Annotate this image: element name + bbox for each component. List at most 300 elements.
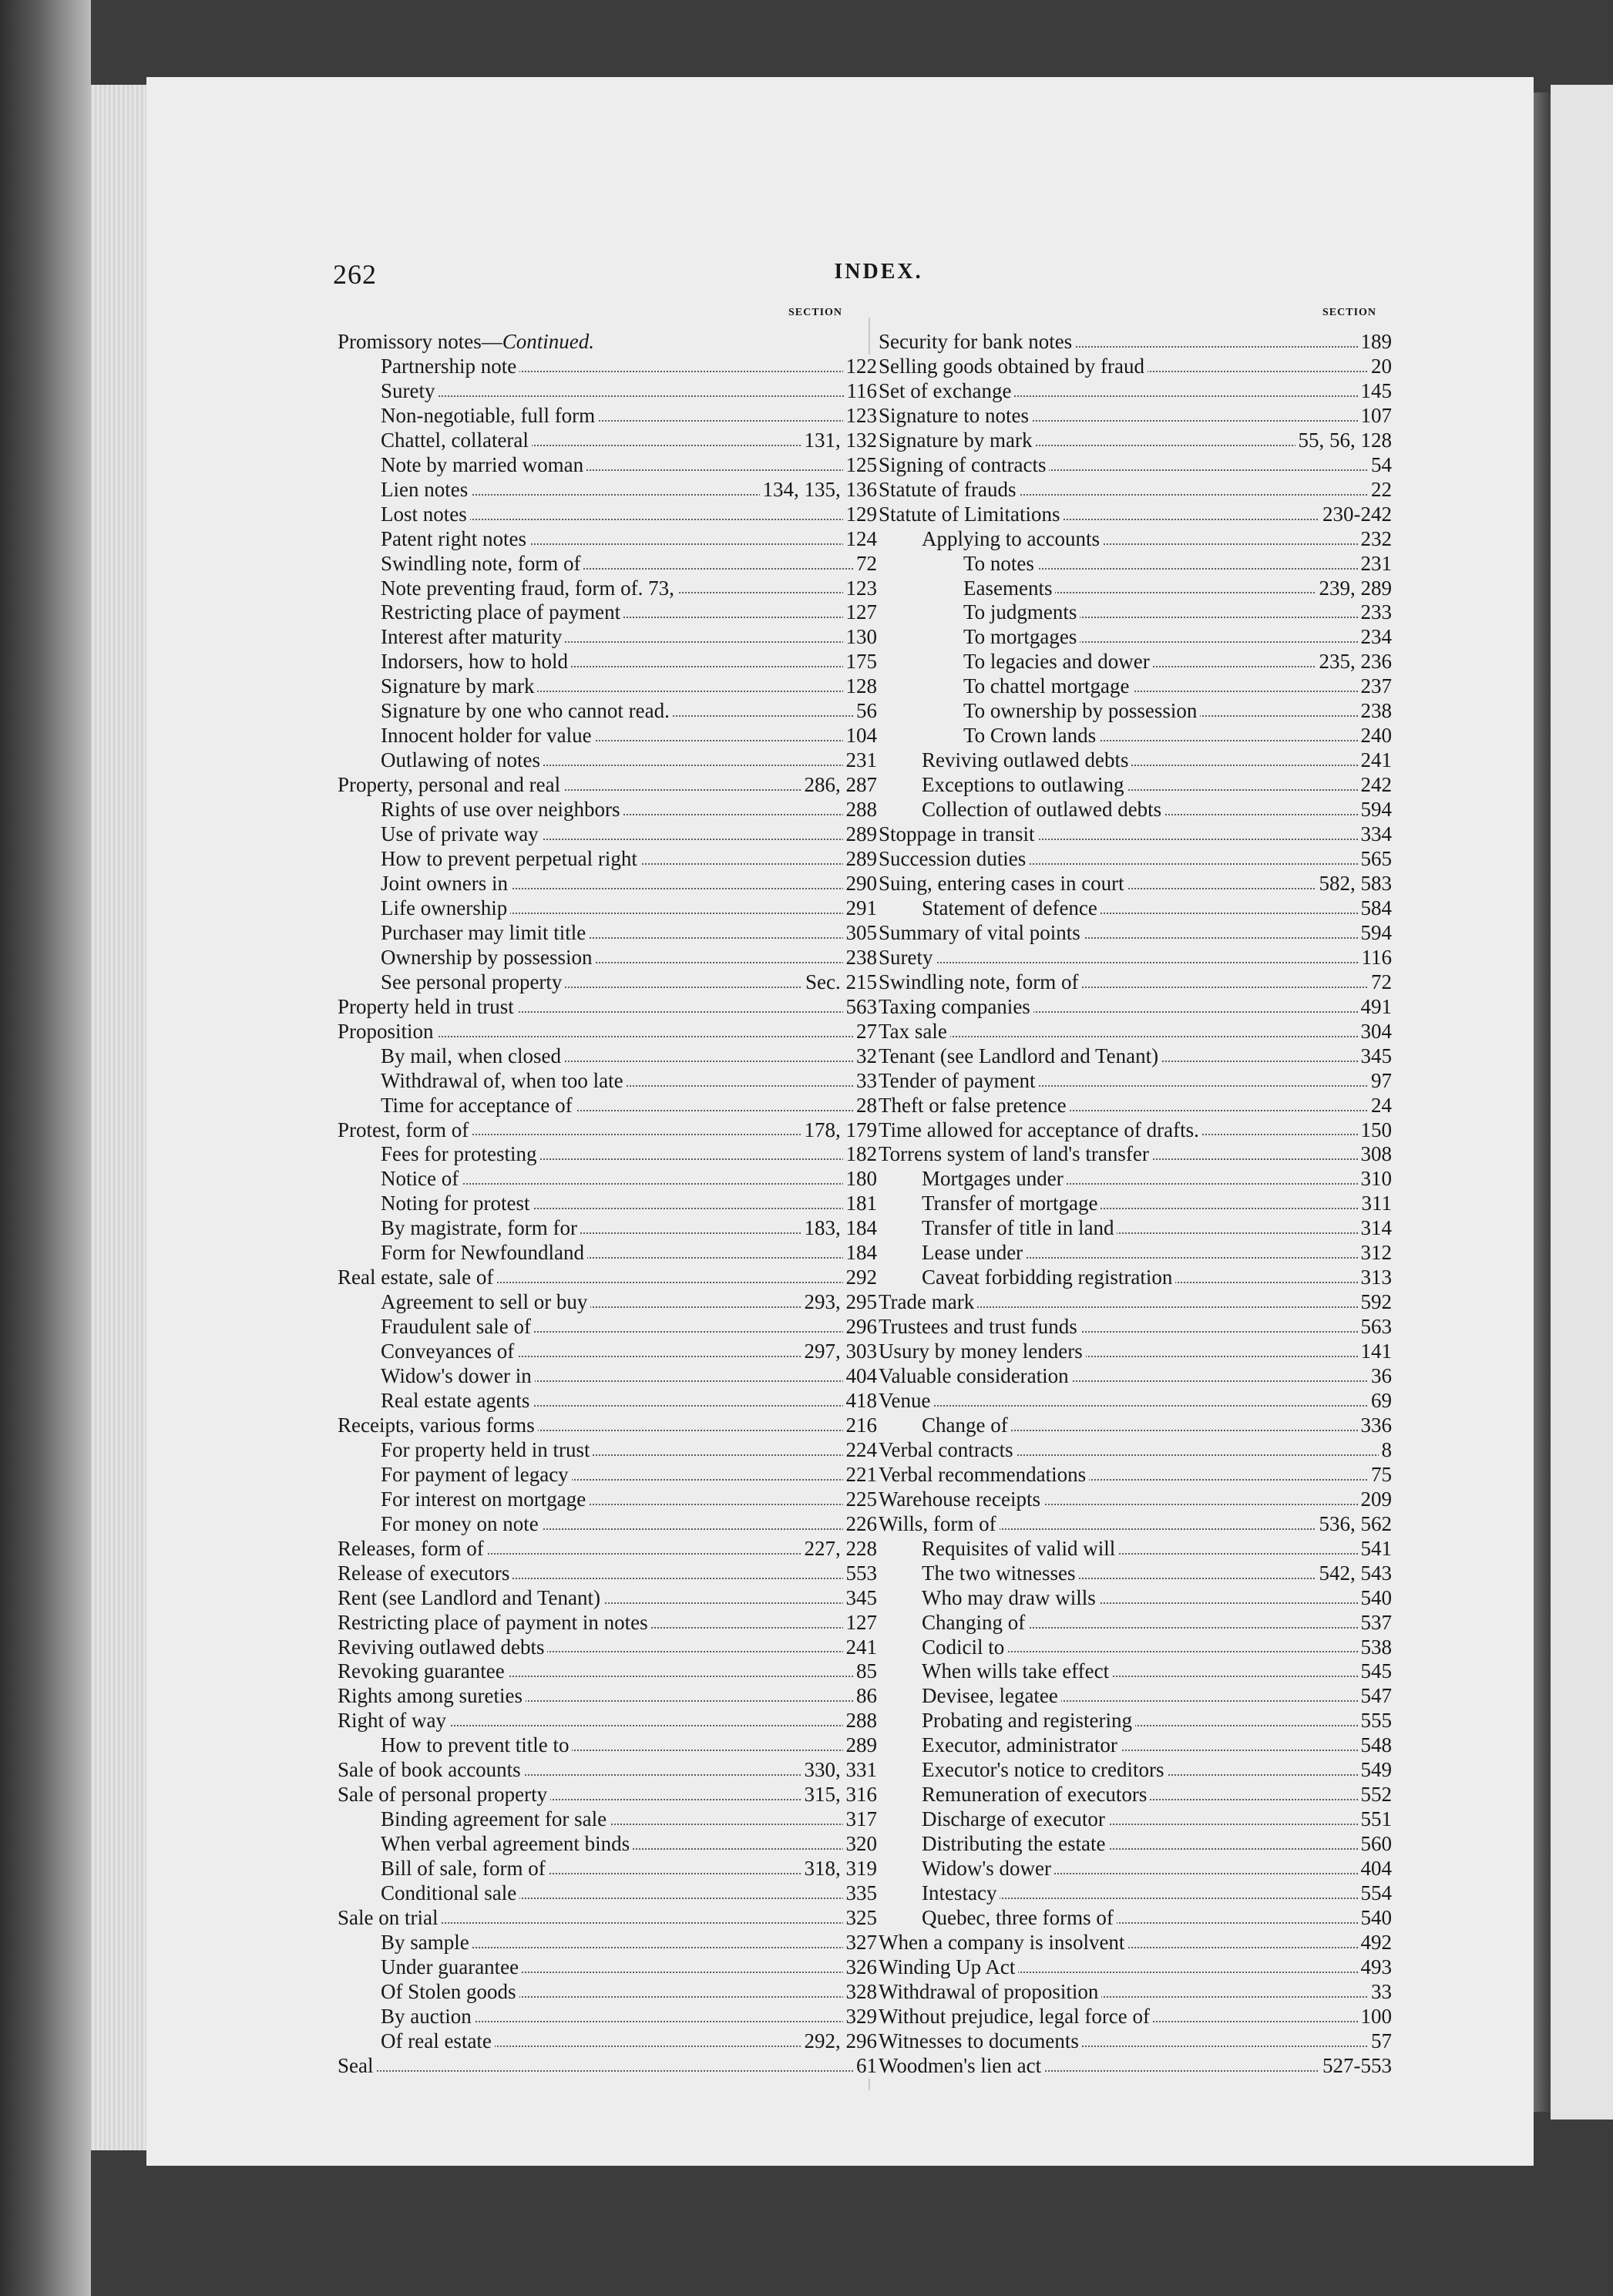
index-entry-label: Of real estate xyxy=(338,2029,495,2052)
index-entry-label: Trade mark xyxy=(879,1290,977,1313)
index-entry-label: Collection of outlawed debts xyxy=(879,798,1164,821)
index-entry-section: 327 xyxy=(843,1931,878,1955)
index-entry-label: Conveyances of xyxy=(338,1340,517,1363)
index-entry xyxy=(879,1709,1392,1733)
index-entry xyxy=(879,699,1392,724)
index-entry-section: 242 xyxy=(1358,773,1393,798)
index-entry-label: To Crown lands xyxy=(879,724,1099,747)
index-entry-label: Verbal recommendations xyxy=(879,1463,1089,1486)
index-entry-section: 238 xyxy=(843,946,878,970)
book-gutter-right xyxy=(1534,92,1551,2112)
index-entry-label: Swindling note, form of xyxy=(879,970,1081,993)
index-entry-section: 86 xyxy=(853,1684,877,1709)
index-entry-section: 72 xyxy=(1368,970,1392,995)
index-entry xyxy=(338,429,877,453)
index-entry-label: Time for acceptance of xyxy=(338,1094,576,1117)
index-entry-label: Innocent holder for value xyxy=(338,724,595,747)
index-entry-label: Tenant (see Landlord and Tenant) xyxy=(879,1044,1161,1067)
index-entry xyxy=(879,1315,1392,1340)
index-entry-section: 553 xyxy=(843,1561,878,1586)
index-entry-label: Usury by money lenders xyxy=(879,1340,1086,1363)
index-entry-section: 297, 303 xyxy=(801,1340,878,1364)
index-entry-label: Statement of defence xyxy=(879,896,1101,919)
index-entry xyxy=(338,1044,877,1069)
index-entry xyxy=(879,921,1392,946)
index-entry-section: 320 xyxy=(843,1832,878,1857)
index-entry-section: 308 xyxy=(1358,1142,1393,1167)
index-entry-section: 325 xyxy=(843,1906,878,1931)
index-entry xyxy=(338,896,877,921)
index-entry-section: 241 xyxy=(1358,748,1393,773)
index-entry-label: Lease under xyxy=(879,1241,1026,1264)
index-entry-label: Fraudulent sale of xyxy=(338,1315,534,1338)
index-entry-section: 125 xyxy=(843,453,878,478)
index-entry-label: Executor's notice to creditors xyxy=(879,1758,1168,1781)
index-entry-section: 178, 179 xyxy=(801,1118,878,1143)
index-entry-section: 304 xyxy=(1358,1020,1393,1044)
index-entry-label: Notice of xyxy=(338,1167,462,1190)
index-entry-section: 549 xyxy=(1358,1758,1393,1783)
index-entry-section: 55, 56, 128 xyxy=(1295,429,1393,453)
index-entry xyxy=(338,847,877,872)
index-entry-section: 592 xyxy=(1358,1290,1393,1315)
dot-leader xyxy=(879,1036,1392,1037)
index-entry-section: 127 xyxy=(843,1611,878,1635)
index-entry-label: Lost notes xyxy=(338,503,470,526)
index-entry xyxy=(879,1537,1392,1561)
index-entry-label: Verbal contracts xyxy=(879,1438,1017,1461)
index-entry-section: 216 xyxy=(843,1414,878,1438)
index-entry-label: To chattel mortgage xyxy=(879,674,1133,698)
index-entry-label: Interest after maturity xyxy=(338,625,565,648)
index-entry-label: When verbal agreement binds xyxy=(338,1832,633,1855)
index-entry xyxy=(879,1807,1392,1832)
index-entry-section: 69 xyxy=(1368,1389,1392,1414)
index-entry-label: Use of private way xyxy=(338,822,542,845)
dot-leader xyxy=(879,962,1392,963)
index-entry-label: Note by married woman xyxy=(338,453,586,476)
index-entry-section: 563 xyxy=(1358,1315,1393,1340)
index-entry-label: The two witnesses xyxy=(879,1561,1078,1585)
index-entry-section: 28 xyxy=(853,1094,877,1118)
index-entry-section: 548 xyxy=(1358,1733,1393,1758)
index-entry-section: 345 xyxy=(843,1586,878,1611)
index-entry-section: 107 xyxy=(1358,404,1393,429)
index-entry-label: Theft or false pretence xyxy=(879,1094,1070,1117)
index-entry xyxy=(338,1832,877,1857)
index-entry-label: Widow's dower in xyxy=(338,1364,535,1387)
index-entry-section: 292, 296 xyxy=(801,2029,878,2054)
index-entry xyxy=(338,1709,877,1733)
index-entry-section: 584 xyxy=(1358,896,1393,921)
index-entry xyxy=(338,798,877,822)
index-entry-section: 345 xyxy=(1358,1044,1393,1069)
index-entry xyxy=(879,453,1392,478)
index-entry-label: Real estate, sale of xyxy=(338,1266,496,1289)
index-entry-label: Receipts, various forms xyxy=(338,1414,538,1437)
index-entry-section: 226 xyxy=(843,1512,878,1537)
index-entry-section: 181 xyxy=(843,1192,878,1216)
index-entry-section: 27 xyxy=(853,1020,877,1044)
index-entry xyxy=(338,1216,877,1241)
index-entry-label: Restricting place of payment xyxy=(338,600,623,624)
index-entry xyxy=(879,1241,1392,1266)
index-entry xyxy=(879,1857,1392,1881)
index-entry-section: 527-553 xyxy=(1319,2054,1392,2079)
index-entry xyxy=(338,1118,877,1143)
index-entry xyxy=(879,1906,1392,1931)
index-entry-label: Tender of payment xyxy=(879,1069,1039,1092)
index-entry-section: 130 xyxy=(843,625,878,650)
index-entry xyxy=(338,1290,877,1315)
index-entry-section: 538 xyxy=(1358,1635,1393,1660)
index-entry xyxy=(338,1364,877,1389)
index-entry-section: 552 xyxy=(1358,1783,1393,1807)
index-entry-label: Who may draw wills xyxy=(879,1586,1099,1609)
index-entry-label: Rent (see Landlord and Tenant) xyxy=(338,1586,603,1609)
index-entry xyxy=(338,748,877,773)
index-entry-label: Chattel, collateral xyxy=(338,429,532,452)
index-entry-label: Statute of frauds xyxy=(879,478,1019,501)
index-entry xyxy=(879,1290,1392,1315)
index-entry xyxy=(879,577,1392,601)
index-entry-section: 116 xyxy=(1359,946,1393,970)
index-entry xyxy=(338,1266,877,1290)
index-entry-label: Rights of use over neighbors xyxy=(338,798,623,821)
index-entry-section: 209 xyxy=(1358,1488,1393,1512)
dot-leader xyxy=(338,2070,877,2072)
index-entry xyxy=(338,1340,877,1364)
index-entry-section: 326 xyxy=(843,1955,878,1980)
index-entry-section: 221 xyxy=(843,1463,878,1488)
index-entry-label: Form for Newfoundland xyxy=(338,1241,587,1264)
index-entry xyxy=(338,1512,877,1537)
index-entry xyxy=(338,404,877,429)
index-column-left xyxy=(338,330,877,2079)
index-entry-section: 315, 316 xyxy=(801,1783,878,1807)
index-entry xyxy=(879,1783,1392,1807)
index-entry xyxy=(879,1094,1392,1118)
index-entry xyxy=(338,946,877,970)
index-entry-label: Requisites of valid will xyxy=(879,1537,1118,1560)
index-entry-section: 123 xyxy=(843,577,878,601)
index-entry-section: 32 xyxy=(853,1044,877,1069)
index-entry-section: 141 xyxy=(1358,1340,1393,1364)
index-entry-label: Fees for protesting xyxy=(338,1142,539,1165)
index-entry xyxy=(338,625,877,650)
index-entry-label: Noting for protest xyxy=(338,1192,533,1215)
index-entry xyxy=(338,1635,877,1660)
index-entry xyxy=(879,552,1392,577)
index-entry-label: Probating and registering xyxy=(879,1709,1135,1732)
index-entry xyxy=(338,1167,877,1192)
index-entry-section: 150 xyxy=(1358,1118,1393,1143)
index-entry-label: To mortgages xyxy=(879,625,1080,648)
index-entry xyxy=(879,847,1392,872)
index-entry-section: 234 xyxy=(1358,625,1393,650)
page-title: INDEX. xyxy=(834,260,923,284)
index-entry-label: Property, personal and real xyxy=(338,773,563,796)
index-entry-section: 231 xyxy=(1358,552,1393,577)
index-entry-label: Purchaser may limit title xyxy=(338,921,589,944)
index-entry-section: 183, 184 xyxy=(801,1216,878,1241)
index-entry-label: To judgments xyxy=(879,600,1080,624)
index-entry-section: 237 xyxy=(1358,674,1393,699)
index-entry-section: 97 xyxy=(1368,1069,1392,1094)
index-entry-label: Surety xyxy=(338,379,439,402)
index-entry xyxy=(879,404,1392,429)
index-entry xyxy=(879,1512,1392,1537)
index-entry xyxy=(338,1142,877,1167)
index-entry xyxy=(879,1044,1392,1069)
index-entry-section: 537 xyxy=(1358,1611,1393,1635)
index-entry xyxy=(879,330,1392,355)
index-entry-section: 594 xyxy=(1358,798,1393,822)
index-entry-label: Of Stolen goods xyxy=(338,1980,519,2003)
index-entry-section: 57 xyxy=(1368,2029,1392,2054)
index-entry-label: When a company is insolvent xyxy=(879,1931,1127,1954)
index-entry-section: 180 xyxy=(843,1167,878,1192)
index-entry xyxy=(879,1758,1392,1783)
index-entry xyxy=(338,1659,877,1684)
index-entry-section: 491 xyxy=(1358,995,1393,1020)
index-entry xyxy=(338,921,877,946)
index-entry xyxy=(879,1142,1392,1167)
index-entry xyxy=(338,552,877,577)
index-entry-label: Signing of contracts xyxy=(879,453,1049,476)
index-entry-section: 36 xyxy=(1368,1364,1392,1389)
section-heading-right: SECTION xyxy=(1322,307,1377,318)
index-entry xyxy=(879,748,1392,773)
index-entry-section: 288 xyxy=(843,798,878,822)
index-entry-label: Restricting place of payment in notes xyxy=(338,1611,651,1634)
index-entry-label: To ownership by possession xyxy=(879,699,1200,722)
index-entry-label: Patent right notes xyxy=(338,527,529,550)
index-entry xyxy=(879,1118,1392,1143)
index-entry-section: 555 xyxy=(1358,1709,1393,1733)
index-entry xyxy=(338,503,877,527)
index-entry-label: See personal property xyxy=(338,970,565,993)
index-entry-label: Tax sale xyxy=(879,1020,950,1043)
index-entry-section: 565 xyxy=(1358,847,1393,872)
index-entry-section: 122 xyxy=(843,355,878,379)
index-entry xyxy=(338,724,877,748)
index-entry xyxy=(338,1561,877,1586)
index-entry-label: Revoking guarantee xyxy=(338,1659,508,1683)
index-entry-section: 540 xyxy=(1358,1586,1393,1611)
index-entry-section: 85 xyxy=(853,1659,877,1684)
page-edges xyxy=(91,85,153,2150)
index-entry xyxy=(338,1758,877,1783)
index-entry xyxy=(879,896,1392,921)
index-entry xyxy=(338,2005,877,2029)
index-entry-section: 116 xyxy=(844,379,878,404)
index-entry-section: 293, 295 xyxy=(801,1290,878,1315)
index-entry-label: Transfer of title in land xyxy=(879,1216,1117,1239)
index-entry-label: Woodmen's lien act xyxy=(879,2054,1044,2077)
index-entry xyxy=(879,527,1392,552)
index-entry-section: 492 xyxy=(1358,1931,1393,1955)
index-entry xyxy=(338,1955,877,1980)
index-entry xyxy=(338,1094,877,1118)
index-entry xyxy=(879,1192,1392,1216)
index-entry-label: Signature to notes xyxy=(879,404,1032,427)
index-entry xyxy=(879,822,1392,847)
index-entry xyxy=(338,1389,877,1414)
index-entry xyxy=(879,798,1392,822)
index-entry-section: 328 xyxy=(843,1980,878,2005)
index-entry-label: Swindling note, form of xyxy=(338,552,583,575)
index-entry-label: Torrens system of land's transfer xyxy=(879,1142,1152,1165)
index-entry-section: 123 xyxy=(843,404,878,429)
index-entry xyxy=(879,1586,1392,1611)
index-entry-label: Trustees and trust funds xyxy=(879,1315,1080,1338)
index-entry-label: Joint owners in xyxy=(338,872,511,895)
index-entry-section: 305 xyxy=(843,921,878,946)
index-entry-section: 189 xyxy=(1358,330,1393,355)
index-entry xyxy=(338,330,877,355)
index-entry xyxy=(879,1364,1392,1389)
section-heading-left: SECTION xyxy=(788,307,843,318)
index-entry-section: 286, 287 xyxy=(801,773,878,798)
index-entry xyxy=(338,674,877,699)
index-entry-section: 335 xyxy=(843,1881,878,1906)
index-entry xyxy=(338,1192,877,1216)
index-entry-label: Widow's dower xyxy=(879,1857,1054,1880)
index-entry-section: 175 xyxy=(843,650,878,674)
index-entry-label: Outlawing of notes xyxy=(338,748,543,771)
index-entry xyxy=(338,1069,877,1094)
index-entry-section: 134, 135, 136 xyxy=(760,478,878,503)
index-entry xyxy=(338,1857,877,1881)
index-entry-label: Transfer of mortgage xyxy=(879,1192,1101,1215)
index-entry-label: For interest on mortgage xyxy=(338,1488,589,1511)
index-entry-section: 292 xyxy=(843,1266,878,1290)
index-entry xyxy=(879,379,1392,404)
index-entry-section: 541 xyxy=(1358,1537,1393,1561)
index-entry-label: Exceptions to outlawing xyxy=(879,773,1127,796)
index-entry xyxy=(879,478,1392,503)
index-entry xyxy=(879,773,1392,798)
index-entry-label: Binding agreement for sale xyxy=(338,1807,610,1830)
index-entry-label: Succession duties xyxy=(879,847,1029,870)
index-entry xyxy=(879,1635,1392,1660)
index-entry-section: 313 xyxy=(1358,1266,1393,1290)
index-entry-section: 104 xyxy=(843,724,878,748)
index-entry xyxy=(338,1315,877,1340)
index-entry xyxy=(879,1414,1392,1438)
page-number: 262 xyxy=(333,259,377,290)
index-entry-label: To legacies and dower xyxy=(879,650,1153,673)
index-entry-section: 334 xyxy=(1358,822,1393,847)
index-entry-label: Signature by mark xyxy=(879,429,1035,452)
index-entry-section: 540 xyxy=(1358,1906,1393,1931)
index-entry-section: 289 xyxy=(843,1733,878,1758)
index-entry xyxy=(879,995,1392,1020)
index-entry-label: Caveat forbidding registration xyxy=(879,1266,1175,1289)
index-entry xyxy=(879,1167,1392,1192)
index-entry-section: 225 xyxy=(843,1488,878,1512)
index-entry-label: Devisee, legatee xyxy=(879,1684,1061,1707)
index-entry-label: Selling goods obtained by fraud xyxy=(879,355,1148,378)
index-entry-label: Non-negotiable, full form xyxy=(338,404,598,427)
index-entry xyxy=(338,699,877,724)
index-entry xyxy=(338,1020,877,1044)
index-entry xyxy=(879,724,1392,748)
index-entry xyxy=(879,1389,1392,1414)
index-entry-label: Witnesses to documents xyxy=(879,2029,1082,2052)
index-entry-section: 145 xyxy=(1358,379,1393,404)
index-entry xyxy=(879,674,1392,699)
index-entry xyxy=(879,1832,1392,1857)
index-entry-label: Signature by one who cannot read. xyxy=(338,699,673,722)
index-entry-label: How to prevent perpetual right xyxy=(338,847,640,870)
index-entry-label: Reviving outlawed debts xyxy=(879,748,1131,771)
index-entry-label: Distributing the estate xyxy=(879,1832,1108,1855)
index-entry-label: For property held in trust xyxy=(338,1438,593,1461)
index-entry-section: 20 xyxy=(1368,355,1392,379)
index-entry-label: Executor, administrator xyxy=(879,1733,1121,1756)
index-entry-label: Valuable consideration xyxy=(879,1364,1072,1387)
index-entry-section: 404 xyxy=(843,1364,878,1389)
index-entry-label: Agreement to sell or buy xyxy=(338,1290,590,1313)
index-entry xyxy=(879,355,1392,379)
index-entry xyxy=(879,1881,1392,1906)
index-entry-section: 22 xyxy=(1368,478,1392,503)
index-entry xyxy=(879,2029,1392,2054)
index-entry-section: 310 xyxy=(1358,1167,1393,1192)
index-entry xyxy=(338,773,877,798)
index-entry-label: Ownership by possession xyxy=(338,946,596,969)
index-entry-section: 235, 236 xyxy=(1316,650,1393,674)
index-entry-section: 404 xyxy=(1358,1857,1393,1881)
index-entry-label: By mail, when closed xyxy=(338,1044,564,1067)
index-entry xyxy=(338,1980,877,2005)
index-entry-label: Bill of sale, form of xyxy=(338,1857,549,1880)
index-entry-section: 241 xyxy=(843,1635,878,1660)
index-entry xyxy=(338,478,877,503)
index-entry-section: 594 xyxy=(1358,921,1393,946)
index-entry-section: 554 xyxy=(1358,1881,1393,1906)
index-entry-label: Rights among sureties xyxy=(338,1684,526,1707)
index-entry-section: 72 xyxy=(853,552,877,577)
index-entry xyxy=(338,1611,877,1635)
index-entry-label: Mortgages under xyxy=(879,1167,1067,1190)
index-entry xyxy=(338,1783,877,1807)
index-entry-label: Stoppage in transit xyxy=(879,822,1037,845)
index-entry-section: 54 xyxy=(1368,453,1392,478)
index-entry xyxy=(879,970,1392,995)
index-entry-label: Protest, form of xyxy=(338,1118,472,1141)
index-entry-label: By sample xyxy=(338,1931,472,1954)
index-entry-label: Indorsers, how to hold xyxy=(338,650,571,673)
index-entry xyxy=(338,453,877,478)
index-entry-label: Signature by mark xyxy=(338,674,537,698)
index-entry-label: Lien notes xyxy=(338,478,471,501)
index-entry-section: 230-242 xyxy=(1319,503,1392,527)
index-entry-label: Taxing companies xyxy=(879,995,1033,1018)
index-entry xyxy=(879,1931,1392,1955)
index-entry-section: 318, 319 xyxy=(801,1857,878,1881)
index-entry-label: Sale on trial xyxy=(338,1906,441,1929)
index-column-right xyxy=(879,330,1392,2079)
index-entry-section: 227, 228 xyxy=(801,1537,878,1561)
index-entry xyxy=(338,1414,877,1438)
book-spine-left xyxy=(0,0,91,2296)
index-entry-section: 545 xyxy=(1358,1659,1393,1684)
index-entry xyxy=(879,1266,1392,1290)
index-entry-label: Discharge of executor xyxy=(879,1807,1108,1830)
